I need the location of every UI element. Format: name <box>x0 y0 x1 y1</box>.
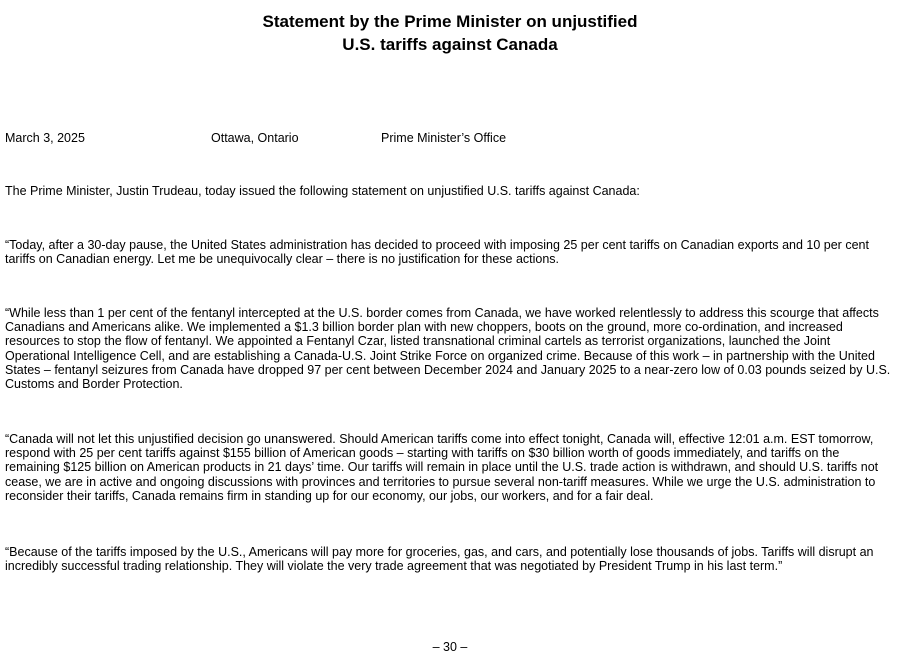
end-marker: – 30 – <box>432 640 468 654</box>
statement-paragraph-2: “While less than 1 per cent of the fentanyl intercepted at the U.S. border comes from Canada, we have worked relentlessly to address this scourge that affects Canadians and Americans alike. We implemented a $1.3 billion border plan with new choppers, boots on the ground, more co-ordination, and increased resources to stop the flow of fentanyl. We appointed a Fentanyl Czar, listed transnational criminal cartels as terrorist organizations, launched the Joint Operational Intelligence Cell, and are establishing a Canada-U.S. Joint Strike Force on organized crime. Because of this work – in partnership with the United States – fentanyl seizures from Canada have dropped 97 per cent between December 2024 and January 2025 to a near-zero low of 0.03 pounds seized by U.S. Customs and Border Protection. <box>5 306 891 392</box>
statement-location: Ottawa, Ontario <box>211 131 299 145</box>
statement-paragraph-1: “Today, after a 30-day pause, the United States administration has decided to proceed with imposing 25 per cent tariffs on Canadian exports and 10 per cent tariffs on Canadian energy. Let me be unequivocally clear – there is no justification for these actions. <box>5 238 869 267</box>
issuing-office: Prime Minister’s Office <box>381 131 507 145</box>
title-line-2: U.S. tariffs against Canada <box>342 35 558 54</box>
statement-paragraph-3: “Canada will not let this unjustified decision go unanswered. Should American tariffs come into effect tonight, Canada will, effective 12:01 a.m. EST tomorrow, respond with 25 per cent tariffs against $155 billion of American goods – starting with tariffs on $30 billion worth of goods immediately, and tariffs on the remaining $125 billion on American products in 21 days’ time. Our tariffs will remain in place until the U.S. trade action is withdrawn, and should U.S. tariffs not cease, we are in active and ongoing discussions with provinces and territories to pursue several non-tariff measures. While we urge the U.S. administration to reconsider their tariffs, Canada remains firm in standing up for our economy, our jobs, our workers, and for a fair deal. <box>5 432 879 503</box>
document-title <box>0 10 900 56</box>
metadata-row <box>5 130 895 146</box>
statement-date: March 3, 2025 <box>5 131 85 145</box>
title-line-1: Statement by the Prime Minister on unjustified <box>262 12 638 31</box>
statement-paragraph-4: “Because of the tariffs imposed by the U.S., Americans will pay more for groceries, gas, and cars, and potentially lose thousands of jobs. Tariffs will disrupt an incredibly successful trading relationship. They will violate the very trade agreement that was negotiated by President Trump in his last term.” <box>5 545 874 574</box>
intro-paragraph: The Prime Minister, Justin Trudeau, today issued the following statement on unjustified U.S. tariffs against Canada: <box>5 184 640 198</box>
